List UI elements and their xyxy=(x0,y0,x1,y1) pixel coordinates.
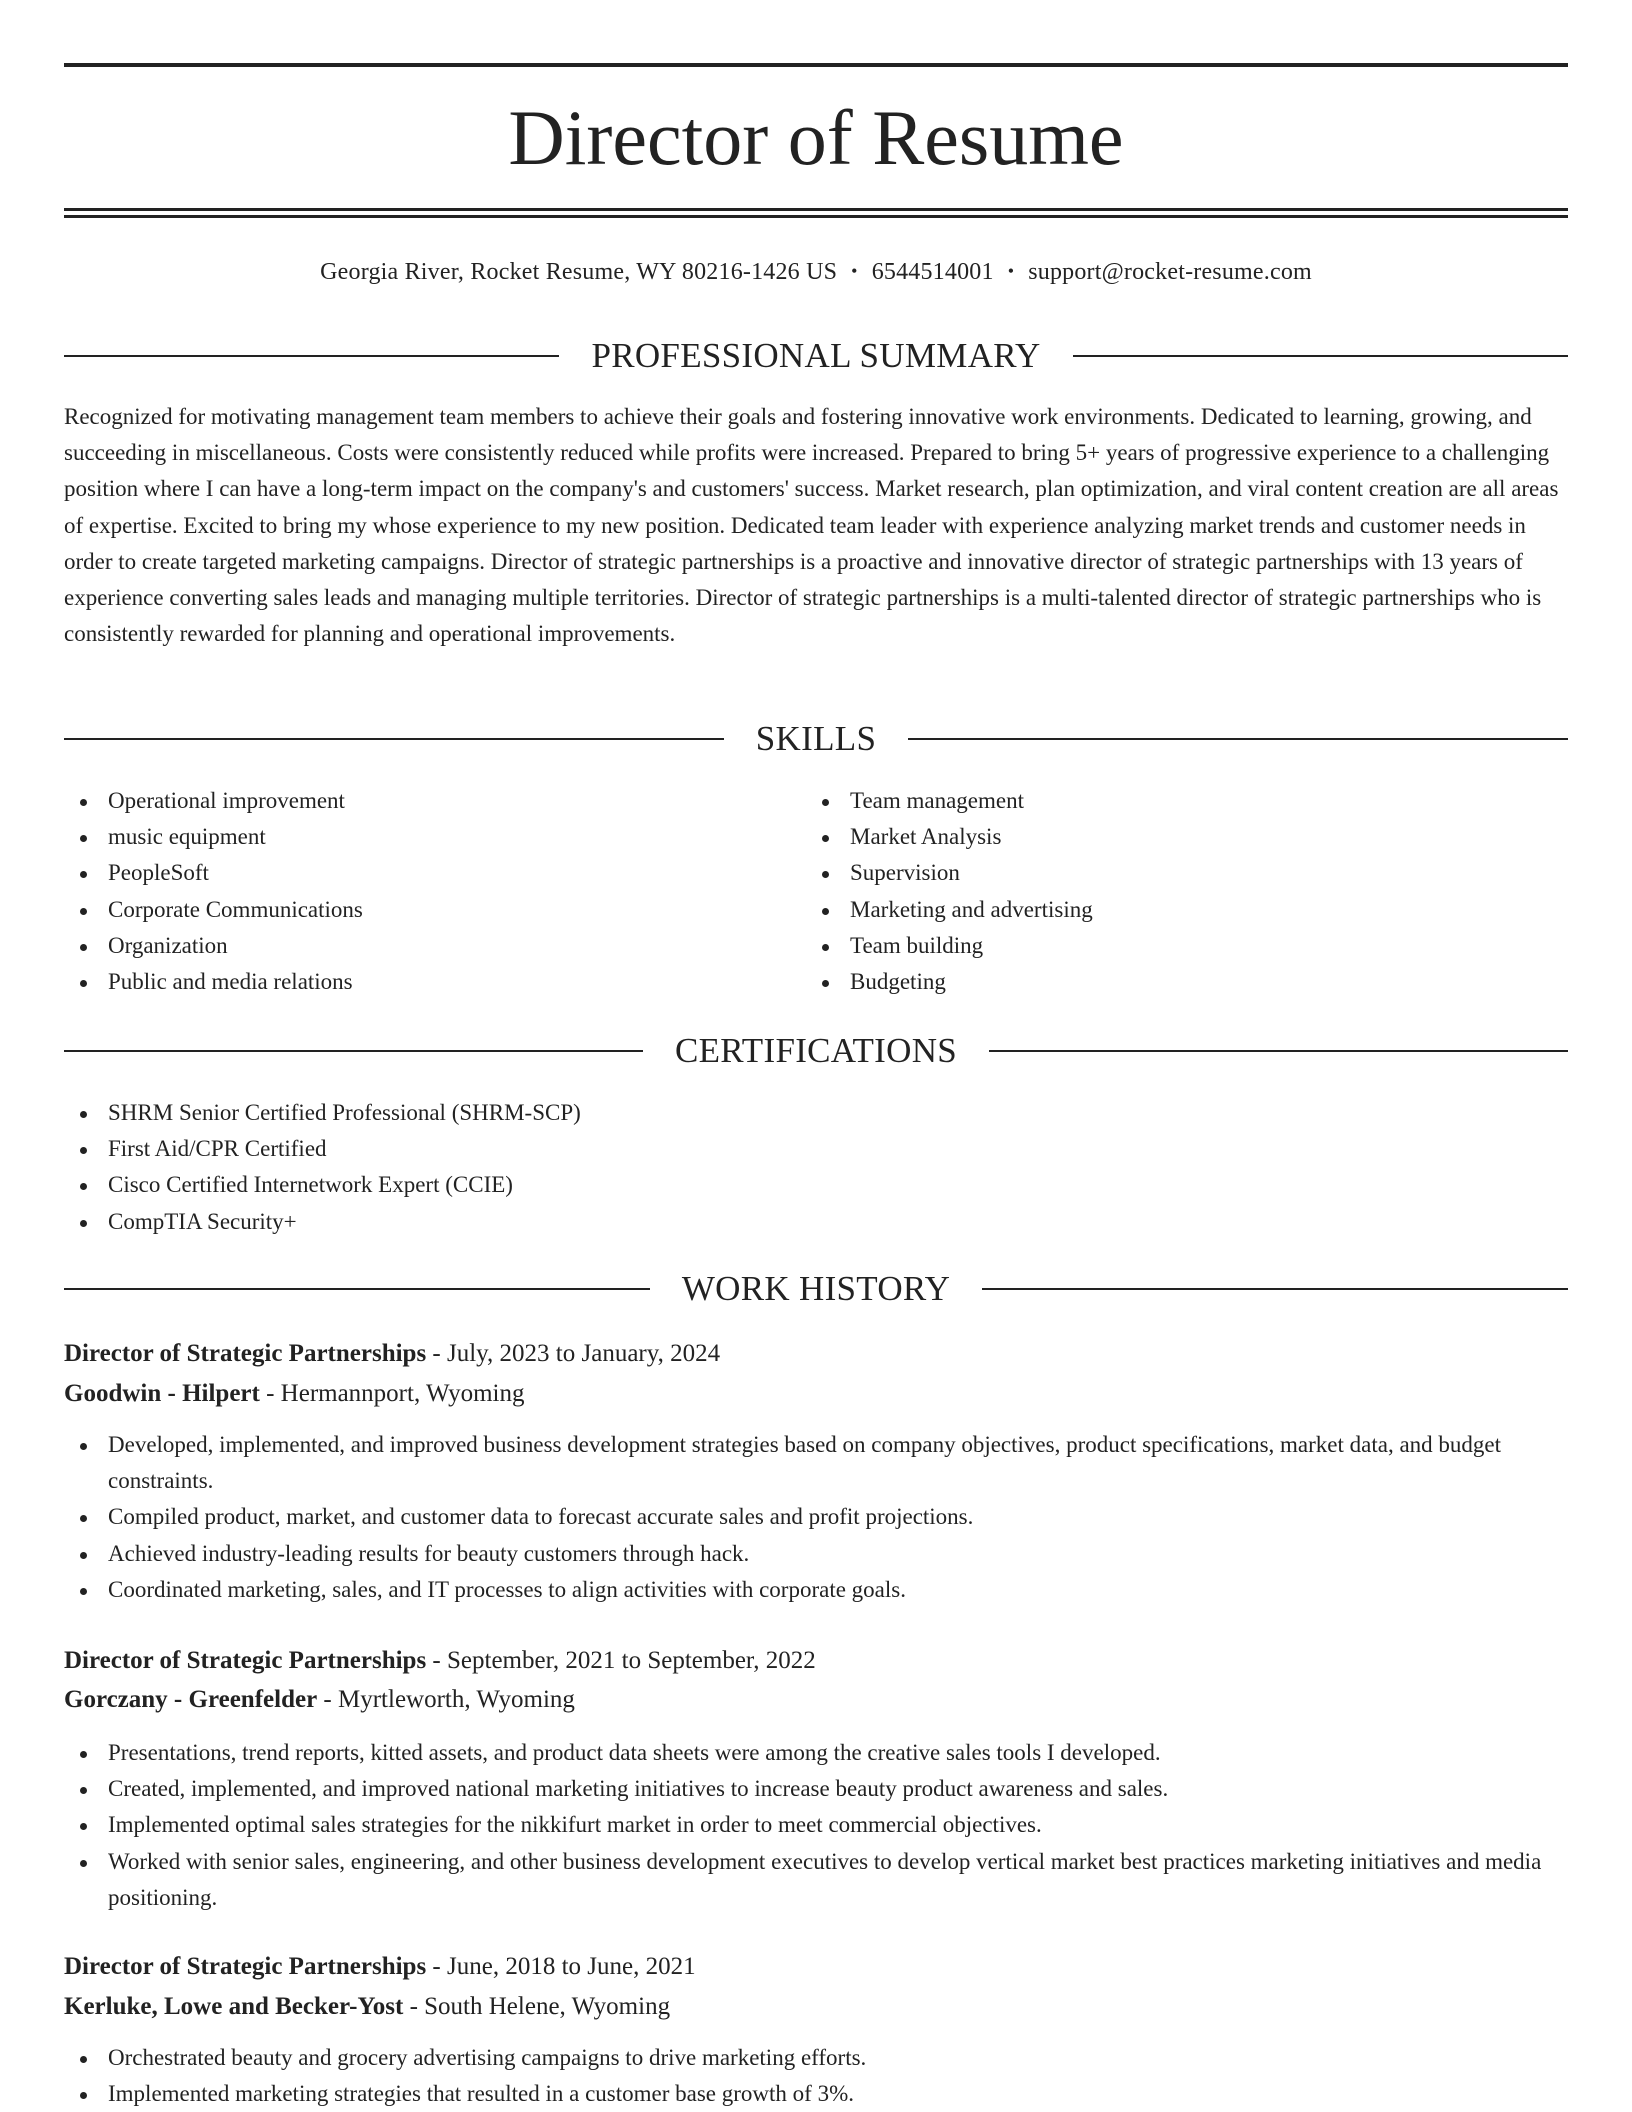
summary-text: Recognized for motivating management team members to achieve their goals and fostering innovative work environments. Dedicated to learning, growing, and succeeding in miscellaneous. Costs were consistently reduced while profits were increased. Prepared to bring 5+ years of progressive experience to a challenging position where I can have a long-term impact on the company's and customers' success. Market research, plan optimization, and viral content creation are all areas of expertise. Excited to bring my whose experience to my new position. Dedicated team leader with experience analyzing market trends and customer needs in order to create targeted marketing campaigns. Director of strategic partnerships is a proactive and innovative director of strategic partnerships with 13 years of experience converting sales leads and managing multiple territories. Director of strategic partnerships is a multi-talented director of strategic partnerships who is consistently rewarded for planning and operational improvements. xyxy=(64,404,1559,647)
job-bullet: Created, implemented, and improved national marketing initiatives to increase beauty product awareness and sales. xyxy=(64,1771,1568,1807)
section-rule xyxy=(64,355,559,357)
section-rule xyxy=(64,738,724,740)
job-bullets xyxy=(64,1427,1568,1608)
summary-heading: PROFESSIONAL SUMMARY xyxy=(591,336,1041,375)
job-bullet: Presentations, trend reports, kitted assets, and product data sheets were among the creative sales tools I developed. xyxy=(64,1735,1568,1771)
job-dates: - June, 2018 to June, 2021 xyxy=(426,1953,696,1980)
job-company-line xyxy=(64,1682,1568,1718)
resume-name: Director of Resume xyxy=(508,94,1124,181)
section-rule xyxy=(1073,355,1568,357)
job-company: Kerluke, Lowe and Becker-Yost xyxy=(64,1993,404,2020)
section-rule xyxy=(64,1050,643,1052)
job-location: - South Helene, Wyoming xyxy=(403,1993,671,2020)
section-rule xyxy=(982,1288,1568,1290)
job-location: - Myrtleworth, Wyoming xyxy=(317,1686,575,1713)
certifications-heading: CERTIFICATIONS xyxy=(674,1031,958,1070)
contact-separator: • xyxy=(1007,261,1015,281)
skill-item: Marketing and advertising xyxy=(806,892,1506,928)
skill-item: music equipment xyxy=(64,819,764,855)
job-bullet: Orchestrated beauty and grocery advertising campaigns to drive marketing efforts. xyxy=(64,2040,1568,2076)
job-title: Director of Strategic Partnerships xyxy=(64,1647,427,1674)
job-bullet: Implemented optimal sales strategies for the nikkifurt market in order to meet commercial objectives. xyxy=(64,1807,1568,1843)
job-title-line xyxy=(64,1643,1568,1679)
summary-section-header xyxy=(64,334,1568,378)
section-rule xyxy=(989,1050,1568,1052)
contact-address: Georgia River, Rocket Resume, WY 80216-1426 US xyxy=(320,259,838,285)
section-rule xyxy=(908,738,1568,740)
job-title: Director of Strategic Partnerships xyxy=(64,1953,427,1980)
contact-line xyxy=(64,255,1568,290)
job-company: Goodwin - Hilpert xyxy=(64,1380,260,1407)
job-company-line xyxy=(64,1376,1568,1412)
skill-item: Operational improvement xyxy=(64,783,764,819)
job-bullet: Worked with senior sales, engineering, and other business development executives to develop vertical market best practices marketing initiatives and media positioning. xyxy=(64,1844,1568,1916)
job-title-line xyxy=(64,1336,1568,1372)
job-title-line xyxy=(64,1949,1568,1985)
skill-item: Corporate Communications xyxy=(64,892,764,928)
skill-item: Organization xyxy=(64,928,764,964)
certification-item: First Aid/CPR Certified xyxy=(64,1131,1568,1167)
certification-item: SHRM Senior Certified Professional (SHRM-SCP) xyxy=(64,1095,1568,1131)
header-top-rule xyxy=(64,63,1568,67)
certifications-list xyxy=(64,1095,1568,1240)
job-bullet: Implemented marketing strategies that resulted in a customer base growth of 3%. xyxy=(64,2076,1568,2112)
skills-heading: SKILLS xyxy=(755,719,877,758)
job-bullet: Achieved industry-leading results for beauty customers through hack. xyxy=(64,1536,1568,1572)
skill-item: Team building xyxy=(806,928,1506,964)
work-history-heading: WORK HISTORY xyxy=(681,1269,951,1308)
job-bullets xyxy=(64,1735,1568,1916)
job-dates: - September, 2021 to September, 2022 xyxy=(426,1647,816,1674)
skills-list-left xyxy=(64,783,764,1000)
work-history-section-header xyxy=(64,1267,1568,1311)
contact-email[interactable]: support@rocket-resume.com xyxy=(1028,259,1312,285)
certification-item: CompTIA Security+ xyxy=(64,1204,1568,1240)
job-title: Director of Strategic Partnerships xyxy=(64,1340,427,1367)
skill-item: PeopleSoft xyxy=(64,855,764,891)
job-company-line xyxy=(64,1989,1568,2025)
contact-separator: • xyxy=(851,261,858,281)
job-bullets xyxy=(64,2040,1568,2112)
skill-item: Supervision xyxy=(806,855,1506,891)
skills-section-header xyxy=(64,717,1568,761)
section-rule xyxy=(64,1288,650,1290)
skill-item: Team management xyxy=(806,783,1506,819)
job-bullet: Developed, implemented, and improved business development strategies based on company objectives, product specifications, market data, and budget constraints. xyxy=(64,1427,1568,1499)
skills-list-right xyxy=(806,783,1506,1000)
certification-item: Cisco Certified Internetwork Expert (CCIE) xyxy=(64,1167,1568,1203)
contact-phone: 6544514001 xyxy=(871,259,994,285)
certifications-section-header xyxy=(64,1029,1568,1073)
job-bullet: Coordinated marketing, sales, and IT processes to align activities with corporate goals. xyxy=(64,1572,1568,1608)
job-company: Gorczany - Greenfelder xyxy=(64,1686,318,1713)
header-double-rule xyxy=(64,208,1568,218)
job-bullet: Compiled product, market, and customer data to forecast accurate sales and profit projections. xyxy=(64,1499,1568,1535)
job-dates: - July, 2023 to January, 2024 xyxy=(426,1340,721,1367)
skill-item: Public and media relations xyxy=(64,964,764,1000)
job-location: - Hermannport, Wyoming xyxy=(259,1380,525,1407)
skill-item: Budgeting xyxy=(806,964,1506,1000)
skill-item: Market Analysis xyxy=(806,819,1506,855)
